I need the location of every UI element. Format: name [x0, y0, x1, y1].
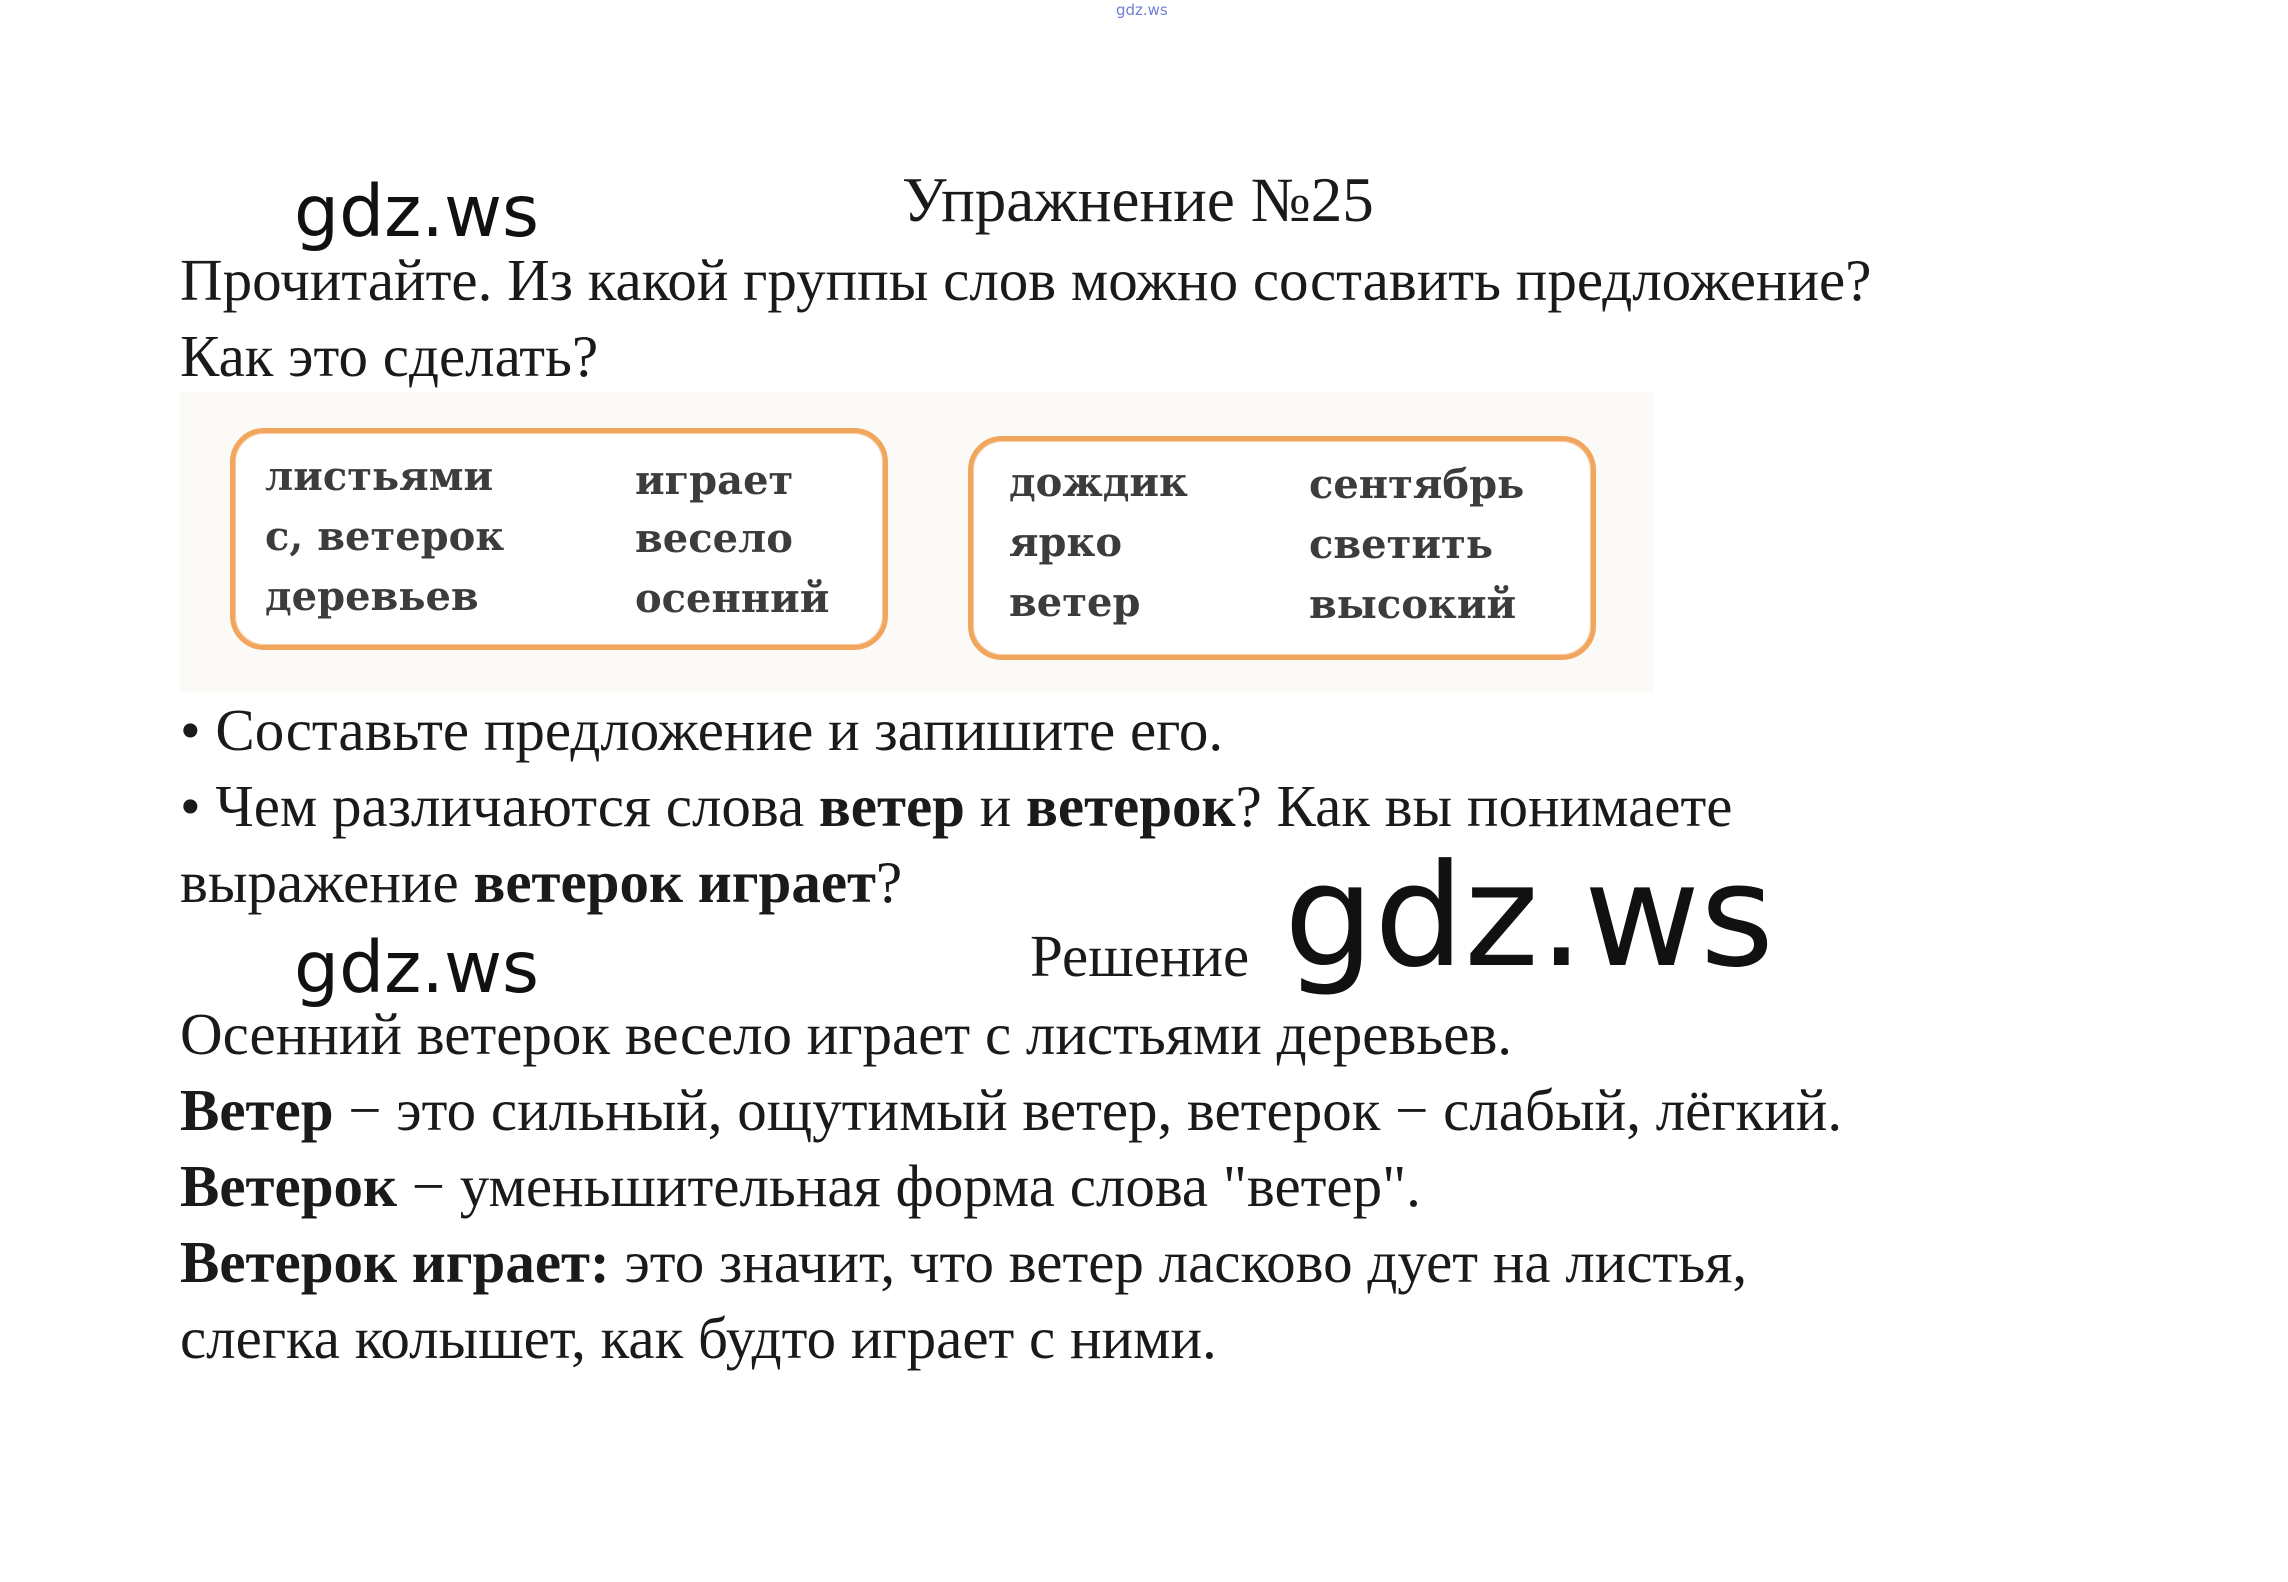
word: осенний [635, 575, 830, 622]
exercise-title: Упражнение №25 [902, 165, 1374, 235]
answer-line [180, 1154, 1421, 1219]
word: ярко [1009, 519, 1123, 566]
word: с, ветерок [265, 513, 505, 560]
word: деревьев [265, 573, 479, 620]
answer-line [180, 1230, 1747, 1295]
solution-label: Решение [1030, 923, 1250, 989]
word: дождик [1009, 459, 1188, 506]
answer-text: это значит, что ветер ласково дует на листья, [609, 1229, 1748, 1295]
word: сентябрь [1309, 461, 1525, 508]
question-text: ? Как вы понимаете [1235, 773, 1733, 839]
task-text: Прочитайте. Из какой группы слов можно составить предложение? [180, 247, 1872, 313]
answer-term: Ветерок играет: [180, 1229, 610, 1295]
task-text: Как это сделать? [180, 323, 599, 389]
question-text: • Чем различаются слова [180, 773, 819, 839]
answer-line: слегка колышет, как будто играет с ними. [180, 1305, 1217, 1371]
watermark-logo-large: gdz.ws [1284, 834, 1775, 999]
word-group-box [230, 428, 888, 650]
answer-term: Ветер [180, 1077, 334, 1143]
question-text: ? [876, 849, 903, 915]
answer-text: − уменьшительная форма слова "ветер". [397, 1153, 1421, 1219]
word: светить [1309, 521, 1493, 568]
word: листьями [265, 453, 494, 500]
bold-word: ветер [818, 773, 965, 839]
word: ветер [1009, 579, 1141, 626]
question-text: и [964, 773, 1027, 839]
bold-word: ветерок [1026, 773, 1236, 839]
answer-line [180, 1078, 1842, 1143]
word-group-box [968, 436, 1596, 660]
question-2 [180, 774, 1732, 839]
watermark-logo: gdz.ws [294, 170, 540, 253]
bold-phrase: ветерок играет [473, 849, 876, 915]
question-1: • Составьте предложение и запишите его. [180, 697, 1224, 763]
answer-term: Ветерок [180, 1153, 398, 1219]
word: весело [635, 515, 793, 562]
watermark-logo: gdz.ws [294, 926, 540, 1009]
word: высокий [1309, 581, 1517, 628]
textbook-image [180, 392, 1654, 692]
answer-sentence: Осенний ветерок весело играет с листьями деревьев. [180, 1001, 1513, 1067]
answer-text: − это сильный, ощутимый ветер, ветерок − слабый, лёгкий. [333, 1077, 1843, 1143]
question-2-continued [180, 850, 902, 915]
site-link[interactable]: gdz.ws [1116, 1, 1168, 19]
word: играет [635, 457, 794, 504]
question-text: выражение [180, 849, 474, 915]
